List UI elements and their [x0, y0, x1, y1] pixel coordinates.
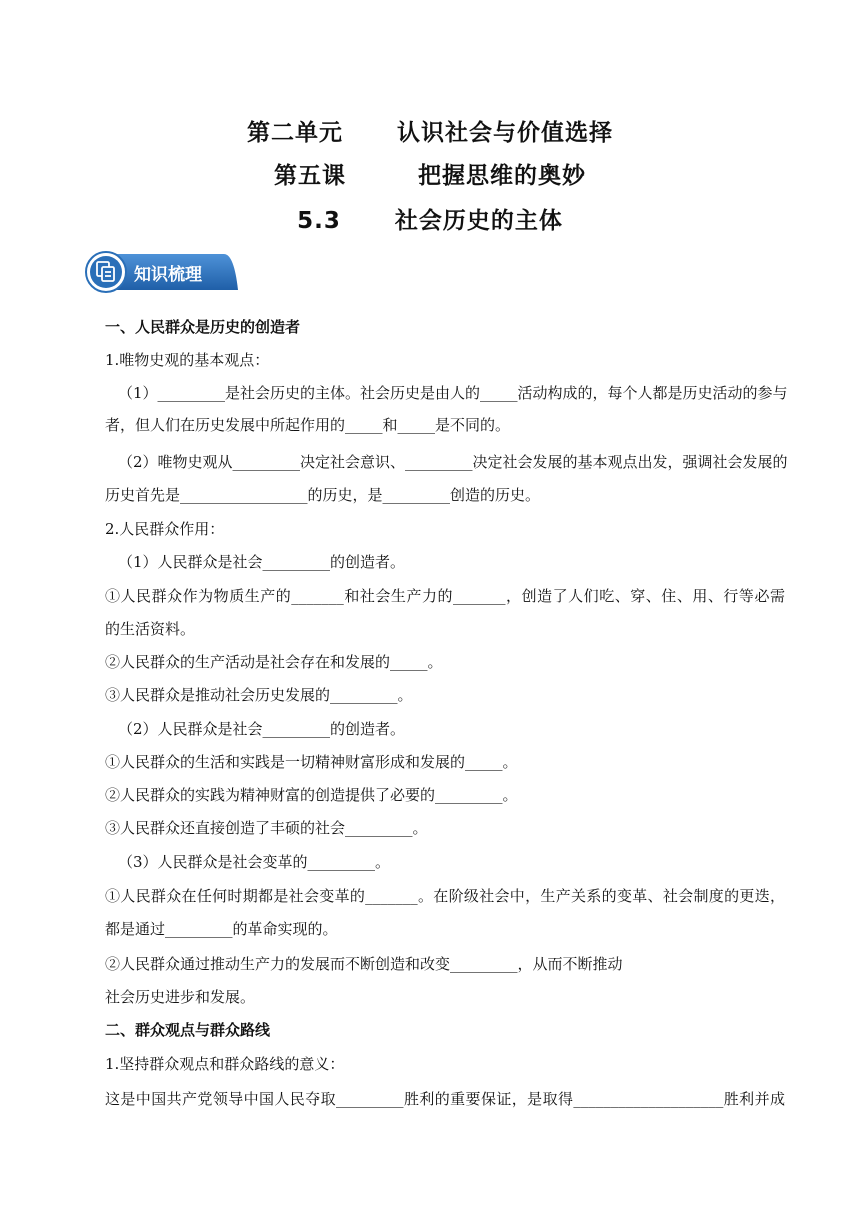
line-11: ③人民群众是推动社会历史发展的_________。 — [105, 686, 413, 704]
page-title-unit: 第二单元 认识社会与价值选择 — [246, 120, 614, 146]
line-8: ①人民群众作为物质生产的_______和社会生产力的_______，创造了人们吃、穿、住、用、行等必需 — [105, 587, 785, 605]
line-9: 的生活资料。 — [105, 620, 196, 638]
page-title-lesson: 第五课 把握思维的奥妙 — [273, 163, 587, 189]
knowledge-badge — [84, 250, 240, 294]
line-23: 这是中国共产党领导中国人民夺取_________胜利的重要保证，是取得____________________胜利并成 — [105, 1090, 785, 1108]
line-3: 者，但人们在历史发展中所起作用的_____和_____是不同的。 — [105, 416, 511, 434]
line-17: ①人民群众在任何时期都是社会变革的_______。在阶级社会中，生产关系的变革、社会制度的更迭， — [105, 887, 785, 905]
line-22: 1.坚持群众观点和群众路线的意义： — [105, 1055, 345, 1073]
line-5: 历史首先是_________________的历史，是_________创造的历史。 — [105, 486, 541, 504]
line-7: （1）人民群众是社会_________的创造者。 — [118, 553, 406, 571]
knowledge-badge-label: 知识梳理 — [134, 265, 202, 285]
line-13: ①人民群众的生活和实践是一切精神财富形成和发展的_____。 — [105, 753, 518, 771]
line-4: （2）唯物史观从_________决定社会意识、_________决定社会发展的基本观点出发，强调社会发展的 — [118, 453, 788, 471]
page-title-section: 5.3 社会历史的主体 — [297, 208, 563, 234]
line-18: 都是通过_________的革命实现的。 — [105, 920, 338, 938]
line-2: （1）_________是社会历史的主体。社会历史是由人的_____活动构成的，每个人都是历史活动的参与 — [118, 384, 788, 402]
line-19: ②人民群众通过推动生产力的发展而不断创造和改变_________，从而不断推动 — [105, 955, 623, 973]
line-6: 2.人民群众作用： — [105, 520, 225, 538]
line-1: 1.唯物史观的基本观点： — [105, 351, 270, 369]
line-20: 社会历史进步和发展。 — [105, 988, 256, 1006]
line-16: （3）人民群众是社会变革的_________。 — [118, 853, 391, 871]
line-14: ②人民群众的实践为精神财富的创造提供了必要的_________。 — [105, 786, 518, 804]
line-21: 二、群众观点与群众路线 — [105, 1021, 271, 1039]
line-10: ②人民群众的生产活动是社会存在和发展的_____。 — [105, 653, 443, 671]
line-15: ③人民群众还直接创造了丰硕的社会_________。 — [105, 819, 428, 837]
line-12: （2）人民群众是社会_________的创造者。 — [118, 720, 406, 738]
line-0: 一、人民群众是历史的创造者 — [105, 318, 301, 336]
